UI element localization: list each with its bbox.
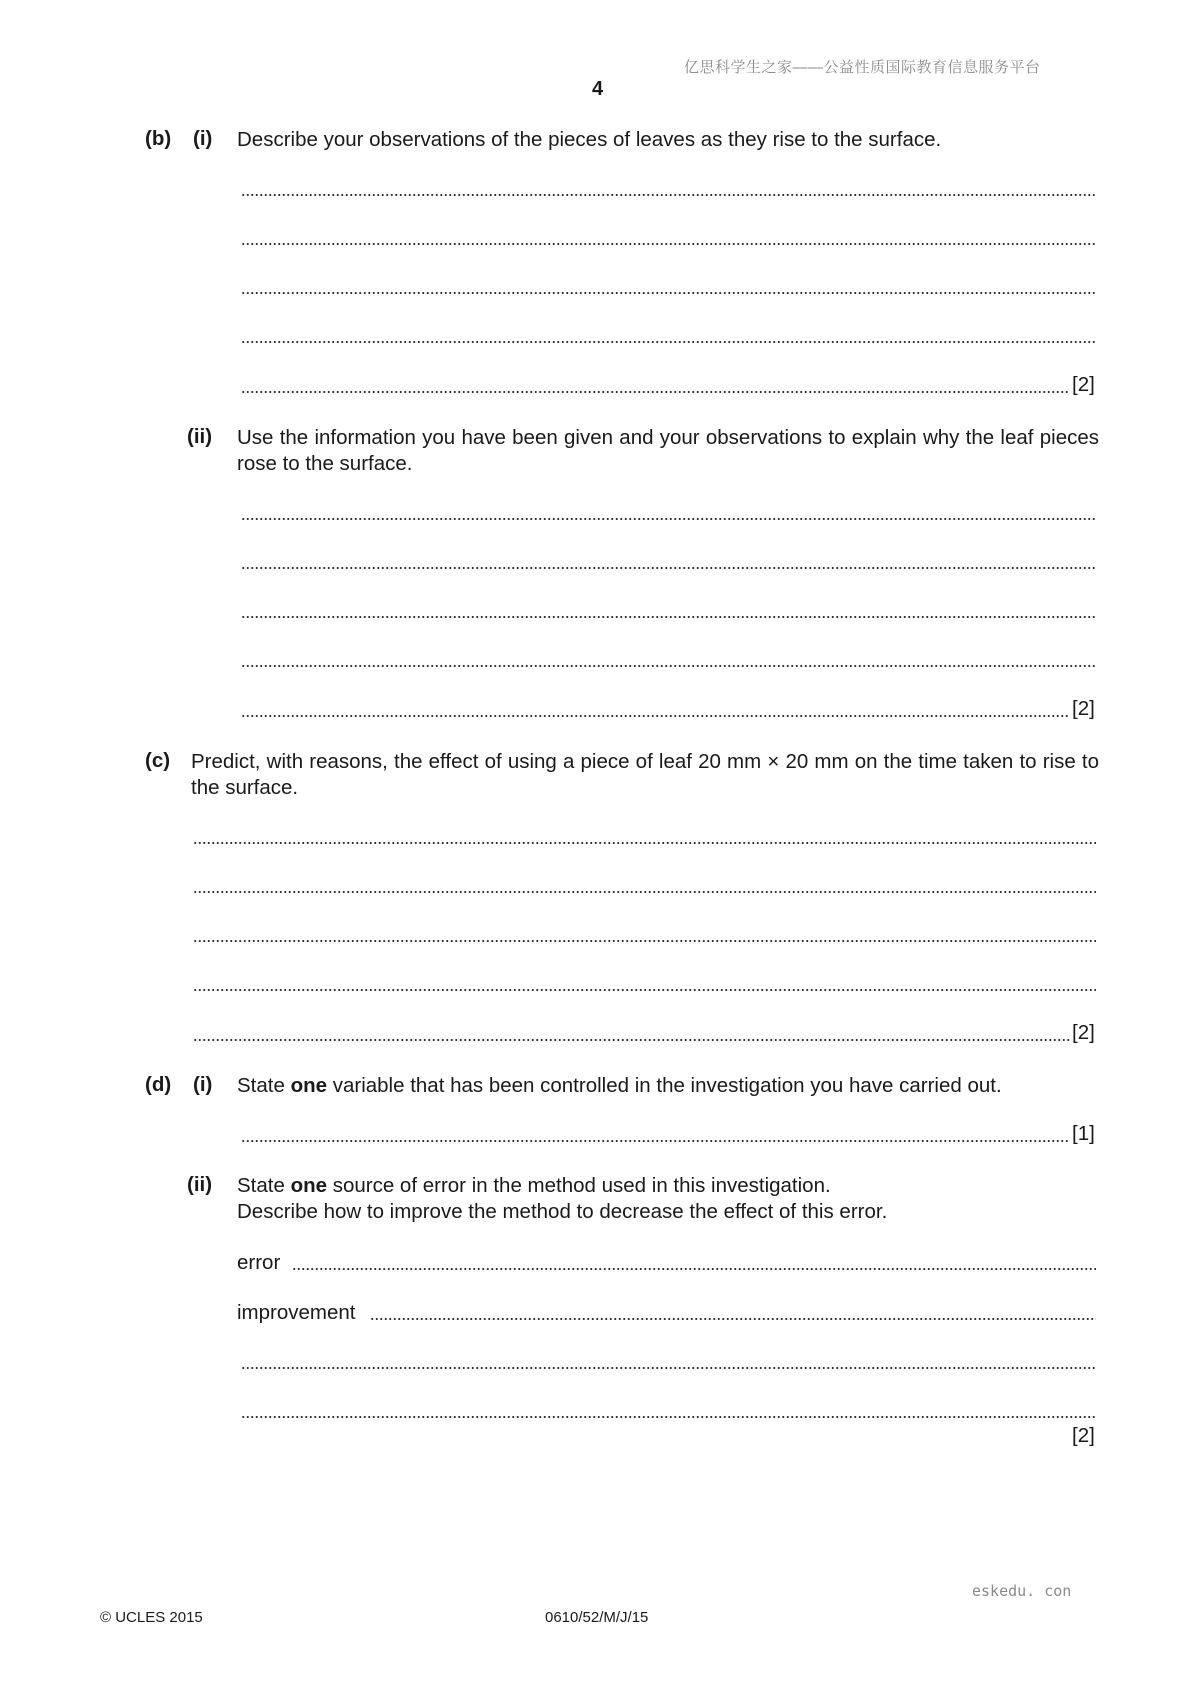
mark-d-i: [1] xyxy=(1072,1122,1095,1145)
part-b-i-question: Describe your observations of the pieces of leaves as they rise to the surface. xyxy=(237,128,942,151)
footer-copyright: © UCLES 2015 xyxy=(100,1609,203,1626)
improvement-label: improvement xyxy=(237,1301,356,1324)
mark-d-ii: [2] xyxy=(1072,1424,1095,1447)
part-d-i-label: (i) xyxy=(193,1073,213,1096)
part-b-i-label: (i) xyxy=(193,127,213,150)
mark-b-ii: [2] xyxy=(1072,697,1095,720)
answer-line-c-2[interactable] xyxy=(193,890,1096,894)
part-c-label: (c) xyxy=(145,749,171,772)
answer-line-c-5[interactable] xyxy=(193,1038,1070,1042)
answer-line-b-ii-2[interactable] xyxy=(241,566,1096,570)
header-watermark: 亿思科学生之家——公益性质国际教育信息服务平台 xyxy=(684,59,1041,76)
answer-line-b-ii-4[interactable] xyxy=(241,664,1096,668)
part-b-ii-question: Use the information you have been given and your observations to explain why the leaf pieces rose to the surface. xyxy=(237,426,1099,475)
improvement-answer-line-2[interactable] xyxy=(241,1366,1096,1370)
answer-line-b-i-3[interactable] xyxy=(241,291,1096,295)
error-answer-line[interactable] xyxy=(292,1267,1096,1271)
improvement-answer-line-3[interactable] xyxy=(241,1415,1096,1419)
footer-paper-code: 0610/52/M/J/15 xyxy=(545,1609,649,1626)
answer-line-b-ii-3[interactable] xyxy=(241,615,1096,619)
part-d-ii-question-line2: Describe how to improve the method to decrease the effect of this error. xyxy=(237,1200,888,1223)
improvement-answer-line-1[interactable] xyxy=(370,1317,1096,1321)
answer-line-c-4[interactable] xyxy=(193,988,1096,992)
part-d-label: (d) xyxy=(145,1073,172,1096)
answer-line-b-ii-5[interactable] xyxy=(241,714,1070,718)
answer-line-b-i-5[interactable] xyxy=(241,390,1070,394)
part-d-i-question: State one variable that has been controlled in the investigation you have carried out. xyxy=(237,1074,1002,1097)
page-number: 4 xyxy=(592,78,604,100)
answer-line-d-i[interactable] xyxy=(241,1139,1070,1143)
answer-line-b-ii-1[interactable] xyxy=(241,517,1096,521)
part-d-ii-label: (ii) xyxy=(187,1173,213,1196)
part-c-question: Predict, with reasons, the effect of using a piece of leaf 20 mm × 20 mm on the time taken to rise to the surface. xyxy=(191,750,1099,799)
mark-b-i: [2] xyxy=(1072,373,1095,396)
error-label: error xyxy=(237,1251,281,1274)
answer-line-c-3[interactable] xyxy=(193,939,1096,943)
answer-line-b-i-1[interactable] xyxy=(241,193,1096,197)
part-d-ii-question-line1: State one source of error in the method used in this investigation. xyxy=(237,1174,831,1197)
part-b-ii-label: (ii) xyxy=(187,425,213,448)
answer-line-b-i-2[interactable] xyxy=(241,242,1096,246)
part-b-label: (b) xyxy=(145,127,172,150)
answer-line-b-i-4[interactable] xyxy=(241,340,1096,344)
footer-site: eskedu. con xyxy=(972,1582,1072,1600)
answer-line-c-1[interactable] xyxy=(193,841,1096,845)
mark-c: [2] xyxy=(1072,1021,1095,1044)
